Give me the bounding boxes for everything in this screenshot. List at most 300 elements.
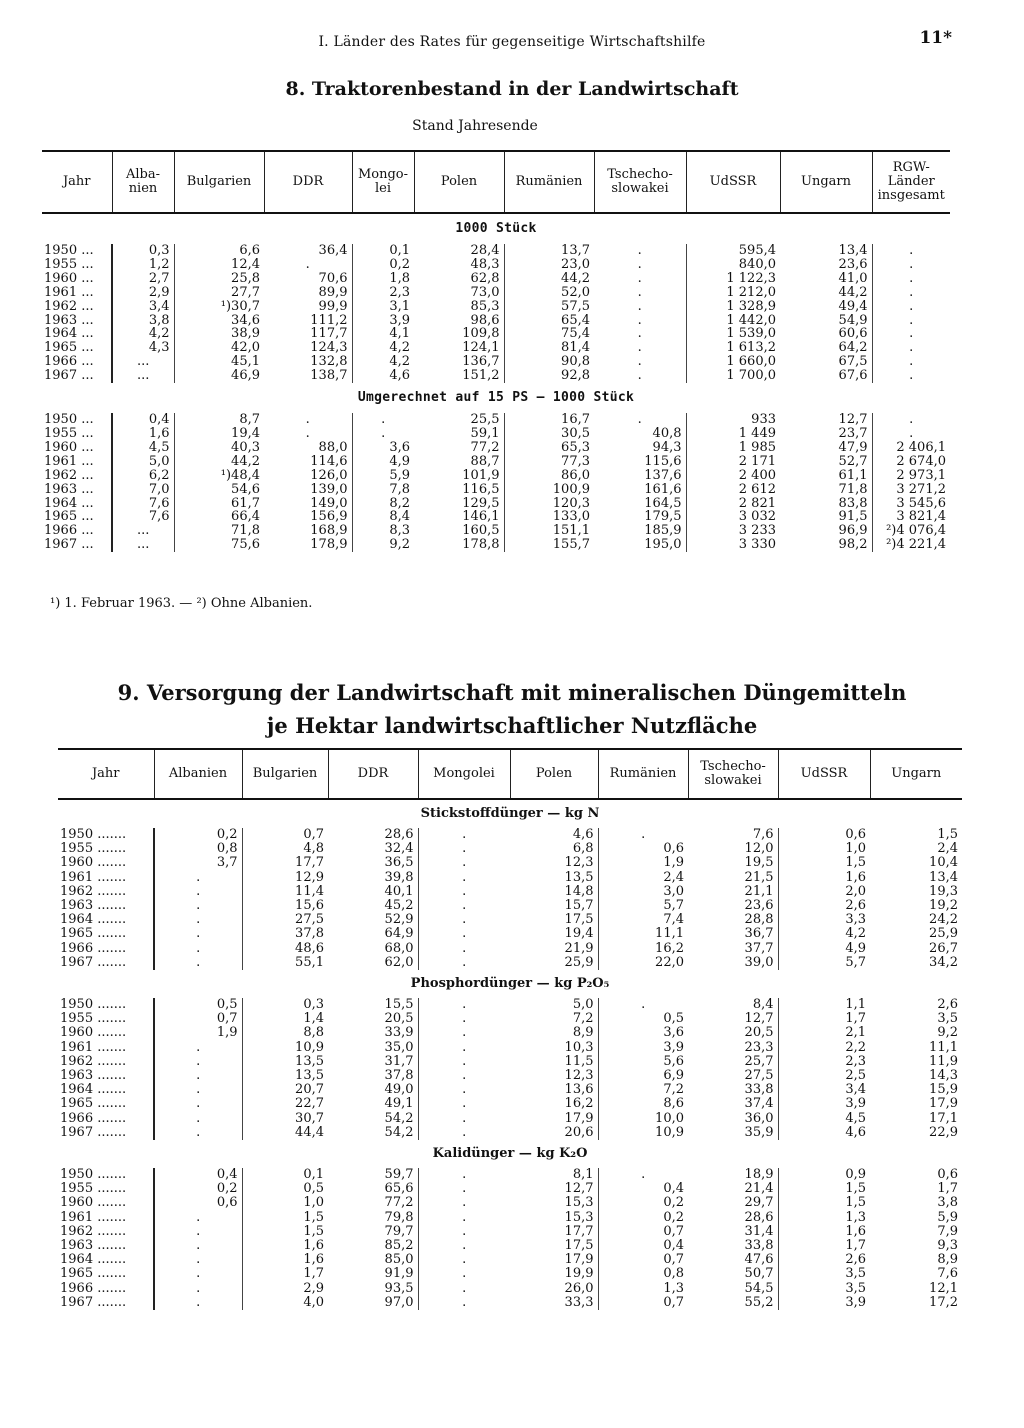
table-cell: 13,7 [504, 244, 594, 258]
table-cell: 1950 ....... [58, 828, 154, 842]
table-cell: 12,3 [564, 855, 594, 871]
table-cell: . [196, 1294, 201, 1310]
table-cell: 13,4 [929, 869, 958, 885]
table-cell: 1,5 [242, 1211, 328, 1225]
table-row [58, 1083, 962, 1097]
table8-header-row [42, 151, 950, 213]
table-cell: 40,8 [652, 425, 682, 441]
table-cell: . [196, 926, 201, 942]
table-cell: 90,8 [504, 355, 594, 369]
table-cell: 13,4 [838, 243, 868, 258]
table-cell: 79,8 [384, 1209, 414, 1225]
table-cell: 70,6 [318, 270, 348, 286]
table9-col-header: Rumänien [598, 749, 688, 799]
table-cell: . [598, 998, 688, 1012]
table-cell: . [196, 1039, 201, 1055]
table-cell: . [418, 1296, 510, 1310]
table8-col-header: Polen [414, 151, 504, 213]
table-row [42, 258, 950, 272]
table-row [58, 1225, 962, 1239]
table-cell: 8,9 [572, 1025, 594, 1041]
table-row [58, 1239, 962, 1253]
table-cell: 0,7 [598, 1296, 688, 1310]
table-cell: 13,6 [564, 1082, 594, 1098]
table-cell: 83,8 [838, 495, 868, 511]
table-cell: 7,6 [937, 1266, 958, 1282]
table-cell: . [637, 312, 642, 328]
table-cell: 39,8 [384, 869, 414, 885]
table-cell: 840,0 [686, 258, 780, 272]
table-cell: 85,2 [384, 1238, 414, 1254]
table-cell: 132,8 [310, 354, 348, 370]
table-cell: 1960 ....... [58, 1196, 154, 1210]
table-cell: 2,4 [598, 871, 688, 885]
table-cell: 13,5 [242, 1069, 328, 1083]
table-cell: 16,2 [598, 942, 688, 956]
table-cell: 1961 ....... [58, 1211, 154, 1225]
table-cell: 0,1 [242, 1168, 328, 1182]
table-cell: 1,2 [148, 256, 170, 272]
table-cell: 33,8 [744, 1238, 774, 1254]
table-cell: . [196, 1082, 201, 1098]
table-cell: 15,5 [384, 997, 414, 1013]
table-cell: 1966 ....... [58, 1282, 154, 1296]
table8-col-header: UdSSR [686, 151, 780, 213]
table-cell: 1 449 [686, 427, 780, 441]
table-cell: 0,5 [598, 1012, 688, 1026]
table-cell: 4,6 [778, 1126, 870, 1140]
table-cell: . [637, 354, 642, 370]
table-row [42, 272, 950, 286]
table-cell: 2,4 [937, 841, 958, 857]
table-cell: . [418, 1069, 510, 1083]
table-cell: 1960 ....... [58, 1026, 154, 1040]
table-cell: 3 032 [686, 510, 780, 524]
table-cell: 2 821 [686, 497, 780, 511]
table-cell: 1,5 [778, 856, 870, 870]
table-cell: 66,4 [174, 510, 264, 524]
table-cell: 1965 ....... [58, 927, 154, 941]
table-cell: . [872, 272, 950, 286]
table9-title-line2: je Hektar landwirtschaftlicher Nutzfläche [266, 713, 758, 738]
table-cell: 93,5 [384, 1280, 414, 1296]
table-cell: 1960 ... [42, 272, 112, 286]
table-cell: 32,4 [384, 841, 414, 857]
table-cell: 1,9 [216, 1025, 238, 1041]
table-cell: 2,5 [778, 1069, 870, 1083]
table-cell: . [196, 1096, 201, 1112]
table-cell: 13,5 [564, 869, 594, 885]
table-row [58, 998, 962, 1012]
table-cell: 44,4 [242, 1126, 328, 1140]
table-cell: 11,1 [929, 1039, 958, 1055]
table-cell: 25,7 [744, 1053, 774, 1069]
table-cell: 19,9 [564, 1266, 594, 1282]
table-row [58, 1041, 962, 1055]
table-cell: . [418, 1225, 510, 1239]
table-cell: 22,9 [929, 1124, 958, 1140]
table-cell: 1,6 [148, 425, 170, 441]
table-cell: 0,2 [352, 258, 414, 272]
table-cell: . [418, 1041, 510, 1055]
table-cell: 1961 ... [42, 455, 112, 469]
table-cell: 4,1 [352, 327, 414, 341]
table-cell: 120,3 [504, 497, 594, 511]
table-row [58, 899, 962, 913]
table-cell: ... [137, 523, 150, 539]
table-cell: 3 330 [686, 538, 780, 552]
table-cell: 12,3 [564, 1068, 594, 1084]
table-cell: 179,5 [644, 509, 682, 525]
table-cell: 6,2 [148, 467, 170, 483]
table-row [58, 942, 962, 956]
table-row [58, 1112, 962, 1126]
table-cell: 27,5 [242, 913, 328, 927]
table-cell: 75,4 [504, 327, 594, 341]
table-cell: . [352, 427, 414, 441]
table-cell: 20,5 [384, 1011, 414, 1027]
table-cell: 2,6 [937, 997, 958, 1013]
table-cell: 1 212,0 [686, 286, 780, 300]
table-cell: 77,3 [504, 455, 594, 469]
table-cell: 40,3 [174, 441, 264, 455]
table-cell: 8,6 [598, 1097, 688, 1111]
table-cell: . [418, 1012, 510, 1026]
table-cell: 49,1 [384, 1096, 414, 1112]
table-cell: 49,0 [384, 1082, 414, 1098]
table-cell: 57,5 [504, 300, 594, 314]
table-cell: 111,2 [310, 312, 348, 328]
table-cell: 16,2 [564, 1096, 594, 1112]
table-cell: 4,6 [352, 369, 414, 383]
table-cell: 8,4 [352, 510, 414, 524]
table-cell: 1950 ....... [58, 998, 154, 1012]
table-cell: . [418, 871, 510, 885]
table-cell: . [418, 1055, 510, 1069]
table-cell: 3,3 [778, 913, 870, 927]
table-cell: . [872, 341, 950, 355]
table-row [42, 483, 950, 497]
table-cell: 2,3 [778, 1055, 870, 1069]
table-cell: . [418, 913, 510, 927]
table-cell: 36,5 [384, 855, 414, 871]
table-cell: . [872, 355, 950, 369]
table-cell: 1963 ....... [58, 899, 154, 913]
table-cell: 0,7 [216, 1011, 238, 1027]
table-row [42, 286, 950, 300]
table-cell: 4,9 [352, 455, 414, 469]
table-cell: 33,3 [564, 1294, 594, 1310]
table-cell: 2 406,1 [872, 441, 950, 455]
table-cell: 54,6 [174, 483, 264, 497]
table-cell: 5,7 [598, 899, 688, 913]
table-cell: 595,4 [686, 244, 780, 258]
table-row [42, 427, 950, 441]
table-cell: 0,2 [598, 1211, 688, 1225]
table-cell: 15,3 [564, 1195, 594, 1211]
table-cell: . [305, 412, 310, 428]
table-cell: 37,7 [744, 940, 774, 956]
table-cell: 1955 ....... [58, 1012, 154, 1026]
table-cell: 0,1 [352, 244, 414, 258]
table-cell: 1964 ....... [58, 1083, 154, 1097]
table8-col-header: Alba-nien [112, 151, 174, 213]
table-cell: 100,9 [504, 483, 594, 497]
table-cell: 1,3 [598, 1282, 688, 1296]
table-cell: 1,8 [352, 272, 414, 286]
table-cell: 0,7 [598, 1253, 688, 1267]
table-row [58, 1282, 962, 1296]
table-cell: 2,3 [352, 286, 414, 300]
table-cell: 54,2 [384, 1124, 414, 1140]
table-cell: 5,9 [937, 1209, 958, 1225]
table-cell: 8,7 [174, 413, 264, 427]
table-cell: 52,0 [504, 286, 594, 300]
table-cell: 20,5 [744, 1025, 774, 1041]
table-row [58, 1168, 962, 1182]
table-cell: . [637, 326, 642, 342]
table-cell: 3,5 [937, 1011, 958, 1027]
table-cell: 27,5 [744, 1068, 774, 1084]
table-cell: 25,9 [929, 926, 958, 942]
table-cell: 21,9 [564, 940, 594, 956]
table9-col-header: DDR [328, 749, 418, 799]
table-cell: 11,1 [598, 927, 688, 941]
table-cell: . [196, 869, 201, 885]
table-cell: . [637, 243, 642, 258]
table-row [58, 1055, 962, 1069]
table-cell: 1,0 [778, 842, 870, 856]
table-cell: 2,2 [778, 1041, 870, 1055]
table-row [58, 1267, 962, 1281]
table-cell: 33,9 [384, 1025, 414, 1041]
table-cell: 933 [686, 413, 780, 427]
table-cell: 91,5 [838, 509, 868, 525]
table-cell: 98,2 [838, 537, 868, 553]
table-cell: 1967 ... [42, 369, 112, 383]
table-cell: 21,1 [744, 883, 774, 899]
table-row [42, 314, 950, 328]
table-cell: 0,9 [778, 1168, 870, 1182]
table-cell: . [418, 885, 510, 899]
table-cell: 160,5 [462, 523, 500, 539]
table8-col-header: Jahr [62, 174, 91, 189]
table-cell: 7,4 [598, 913, 688, 927]
table8-section-header [42, 213, 950, 244]
table-cell: 22,7 [242, 1097, 328, 1111]
table-cell: 4,2 [352, 355, 414, 369]
table-cell: 12,7 [564, 1181, 594, 1197]
table-cell: 151,2 [462, 368, 500, 384]
table-cell: 28,8 [744, 912, 774, 928]
table-cell: 1950 ....... [58, 1168, 154, 1182]
table-cell: 17,7 [564, 1223, 594, 1239]
table-cell: 1,3 [778, 1211, 870, 1225]
table-cell: 23,3 [744, 1039, 774, 1055]
table-cell: 3,5 [778, 1267, 870, 1281]
table-cell: 1965 ....... [58, 1267, 154, 1281]
table-cell: 4,3 [148, 340, 170, 356]
table8 [42, 150, 950, 552]
table-cell: . [418, 842, 510, 856]
table-cell: 12,4 [174, 258, 264, 272]
table-cell: 6,6 [174, 244, 264, 258]
table-cell: 17,5 [564, 912, 594, 928]
table-cell: 1,1 [778, 998, 870, 1012]
table-cell: 1,5 [937, 827, 958, 842]
table-cell: 1966 ....... [58, 942, 154, 956]
table-cell: 0,8 [216, 841, 238, 857]
table-cell: 4,6 [572, 827, 594, 842]
table-cell: 28,6 [384, 827, 414, 842]
table-cell: 33,8 [744, 1082, 774, 1098]
table-cell: 37,8 [242, 927, 328, 941]
table-cell: 55,2 [744, 1294, 774, 1310]
table-cell: 75,6 [174, 538, 264, 552]
table-cell: 8,1 [572, 1167, 594, 1183]
table-cell: 81,4 [504, 341, 594, 355]
table-cell: 42,0 [174, 341, 264, 355]
table-cell: 4,0 [242, 1296, 328, 1310]
table-cell: 149,0 [310, 495, 348, 511]
table-row [58, 1012, 962, 1026]
table-row [42, 369, 950, 383]
table-cell: 3,1 [352, 300, 414, 314]
table-cell: . [418, 1168, 510, 1182]
table-cell: . [872, 314, 950, 328]
table-cell: ¹)48,4 [174, 469, 264, 483]
table-cell: 19,4 [564, 926, 594, 942]
table-cell: 24,2 [929, 912, 958, 928]
table-cell: 1955 ....... [58, 842, 154, 856]
table-row [58, 828, 962, 842]
table-cell: 34,6 [174, 314, 264, 328]
table-cell: 17,7 [242, 856, 328, 870]
table-cell: 29,7 [744, 1195, 774, 1211]
table-cell: 19,4 [174, 427, 264, 441]
table-cell: 1966 ....... [58, 1112, 154, 1126]
table-cell: 10,9 [598, 1126, 688, 1140]
table9-section-label: Stickstoffdünger — kg N [420, 805, 600, 821]
table-cell: 1,4 [242, 1012, 328, 1026]
table8-col-header: Bulgarien [174, 151, 264, 213]
table-cell: 0,4 [598, 1239, 688, 1253]
table-cell: 129,5 [462, 495, 500, 511]
table-cell: 2 612 [686, 483, 780, 497]
table-cell: ¹)30,7 [174, 300, 264, 314]
table-cell: 1965 ....... [58, 1097, 154, 1111]
table-cell: 3 821,4 [872, 510, 950, 524]
table-cell: 65,6 [384, 1181, 414, 1197]
table-cell: 1,0 [242, 1196, 328, 1210]
table-cell: 109,8 [462, 326, 500, 342]
table-cell: 1 660,0 [686, 355, 780, 369]
table-cell: 17,2 [929, 1294, 958, 1310]
table-cell: 25,8 [174, 272, 264, 286]
table-cell: 2 973,1 [872, 469, 950, 483]
table-cell: 114,6 [310, 453, 348, 469]
table-cell: 61,7 [174, 497, 264, 511]
table-cell: . [418, 1253, 510, 1267]
table-cell: 98,6 [470, 312, 500, 328]
table8-title: 8. Traktorenbestand in der Landwirtschaft [285, 78, 739, 100]
table9-col-header: Jahr [91, 766, 120, 781]
table-cell: 30,7 [242, 1112, 328, 1126]
table-cell: 0,2 [216, 827, 238, 842]
table-cell: 23,0 [504, 258, 594, 272]
table-cell: 1961 ....... [58, 1041, 154, 1055]
table-cell: ... [137, 368, 150, 384]
table-cell: 54,9 [838, 312, 868, 328]
table-cell: 92,8 [504, 369, 594, 383]
table-cell: 1967 ... [42, 538, 112, 552]
table-cell: . [196, 1238, 201, 1254]
table-cell: 3,7 [216, 855, 238, 871]
table9-section-label: Phosphordünger — kg P₂O₅ [410, 975, 610, 991]
table-cell: 2 400 [686, 469, 780, 483]
table-cell: 46,9 [174, 369, 264, 383]
table-cell: 71,8 [174, 524, 264, 538]
table-cell: 20,6 [564, 1124, 594, 1140]
table-cell: 178,9 [310, 537, 348, 553]
table-cell: . [872, 413, 950, 427]
table-cell: . [352, 413, 414, 427]
table-cell: 0,3 [242, 998, 328, 1012]
table-row [42, 538, 950, 552]
table-cell: ²)4 076,4 [872, 524, 950, 538]
table-row [58, 871, 962, 885]
table-cell: 0,7 [242, 828, 328, 842]
table-cell: 48,6 [242, 942, 328, 956]
table-cell: 1,9 [598, 856, 688, 870]
table-cell: 19,5 [744, 855, 774, 871]
table-cell: 151,1 [504, 524, 594, 538]
table-cell: 39,0 [744, 954, 774, 970]
table-cell: 3,6 [598, 1026, 688, 1040]
table-cell: 178,8 [462, 537, 500, 553]
table-cell: 1 613,2 [686, 341, 780, 355]
table-cell: 11,9 [929, 1053, 958, 1069]
table-cell: . [196, 1266, 201, 1282]
table9-col-header: Polen [510, 749, 598, 799]
table-cell: 8,9 [937, 1252, 958, 1268]
table-cell: 88,7 [470, 453, 500, 469]
table-cell: 168,9 [310, 523, 348, 539]
table-cell: 0,6 [937, 1167, 958, 1183]
table-row [58, 1196, 962, 1210]
table-cell: 5,7 [778, 956, 870, 970]
table-cell: . [637, 340, 642, 356]
table-cell: 23,6 [838, 256, 868, 272]
table-cell: 0,6 [216, 1195, 238, 1211]
table-cell: . [196, 1252, 201, 1268]
table-cell: 64,2 [838, 340, 868, 356]
table-cell: 30,5 [504, 427, 594, 441]
table-cell: 22,0 [598, 956, 688, 970]
table-cell: 9,2 [937, 1025, 958, 1041]
table-cell: 1962 ....... [58, 885, 154, 899]
table-row [42, 300, 950, 314]
table-cell: . [872, 427, 950, 441]
table-cell: . [418, 942, 510, 956]
table-cell: 44,2 [838, 284, 868, 300]
table-cell: 5,0 [148, 453, 170, 469]
table-cell: 71,8 [838, 481, 868, 497]
table-cell: . [418, 1267, 510, 1281]
table-cell: 0,7 [598, 1225, 688, 1239]
table-cell: 15,3 [564, 1209, 594, 1225]
table-cell: 1962 ....... [58, 1225, 154, 1239]
